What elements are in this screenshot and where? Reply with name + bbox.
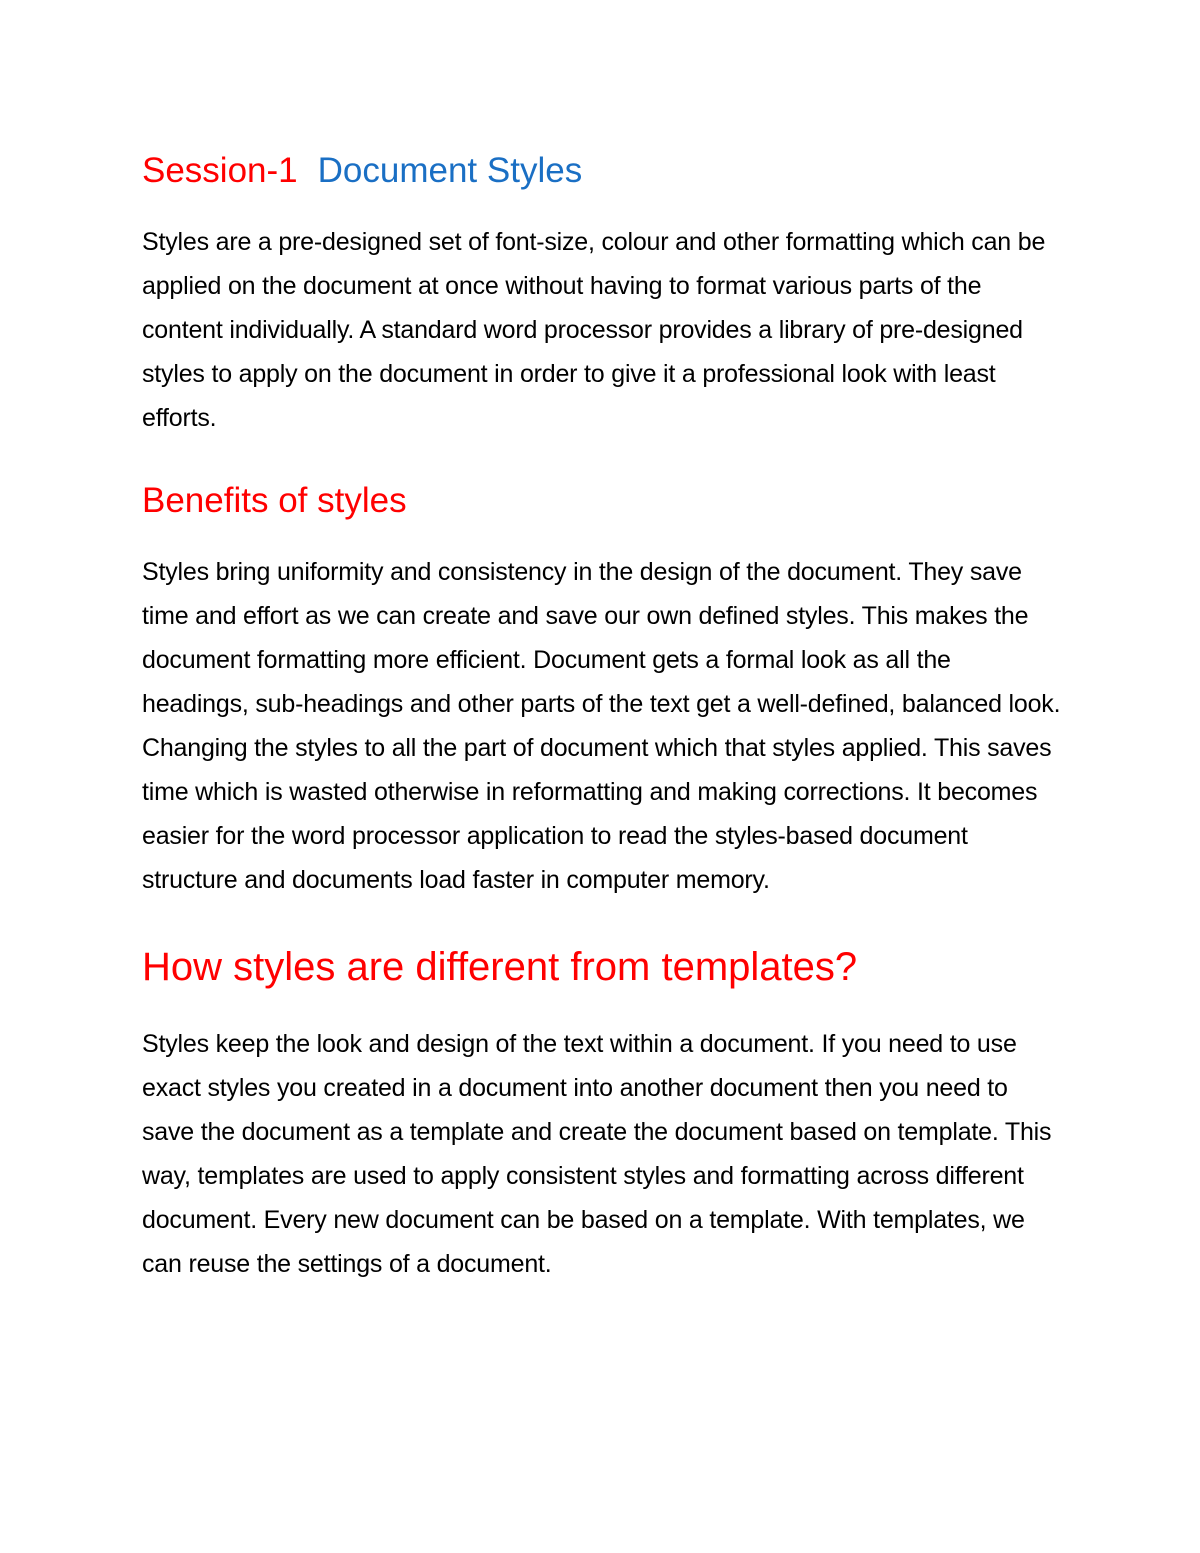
document-page (142, 140, 1062, 1286)
benefits-paragraph: Styles bring uniformity and consistency in the design of the document. They save time and effort as we can create and save our own defined styles. This makes the document formatting more efficient. Document gets a formal look as all the headings, sub-headings and other parts of the text get a well-defined, balanced look. Changing the styles to all the part of document which that styles applied. This saves time which is wasted otherwise in reformatting and making corrections. It becomes easier for the word processor application to read the styles-based document structure and documents load faster in computer memory. (142, 558, 1061, 894)
document-title (142, 140, 1062, 202)
intro-paragraph: Styles are a pre-designed set of font-size, colour and other formatting which can be applied on the document at once without having to format various parts of the content individually. A standard word processor provides a library of pre-designed styles to apply on the document in order to give it a professional look with least efforts. (142, 228, 1046, 432)
templates-heading: How styles are different from templates? (142, 945, 858, 989)
templates-paragraph: Styles keep the look and design of the text within a document. If you need to use exact styles you created in a document into another document then you need to save the document as a template and create the document based on template. This way, templates are used to apply consistent styles and formatting across different document. Every new document can be based on a template. With templates, we can reuse the settings of a document. (142, 1030, 1052, 1278)
session-label: Session-1 (142, 151, 298, 190)
title-text: Document Styles (317, 151, 583, 190)
benefits-heading: Benefits of styles (142, 481, 407, 520)
